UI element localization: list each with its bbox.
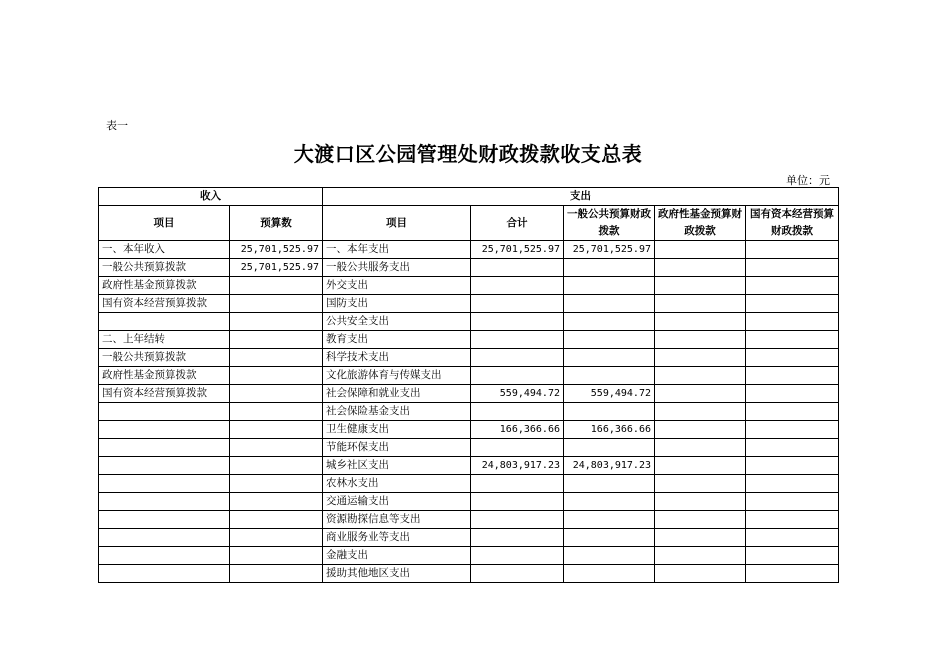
expense-general-cell <box>564 493 655 511</box>
expense-total-cell <box>471 547 564 565</box>
expense-general-cell <box>564 331 655 349</box>
expense-fund-cell <box>655 331 746 349</box>
table-row <box>99 565 839 583</box>
header-row-columns <box>99 206 839 241</box>
income-budget-cell <box>230 313 323 331</box>
income-item-cell <box>99 493 230 511</box>
income-item-cell: 一、本年收入 <box>99 241 230 259</box>
expense-total-header: 合计 <box>471 206 564 241</box>
income-item-cell: 国有资本经营预算拨款 <box>99 295 230 313</box>
expense-general-cell <box>564 295 655 313</box>
income-budget-cell <box>230 331 323 349</box>
expense-fund-cell <box>655 385 746 403</box>
expense-fund-cell <box>655 475 746 493</box>
expense-general-cell <box>564 349 655 367</box>
expense-total-cell <box>471 259 564 277</box>
table-number-label: 表一 <box>106 119 128 132</box>
expense-general-cell <box>564 277 655 295</box>
expense-total-cell: 25,701,525.97 <box>471 241 564 259</box>
income-item-cell <box>99 529 230 547</box>
expense-general-cell <box>564 565 655 583</box>
expense-fund-header: 政府性基金预算财政拨款 <box>655 206 746 241</box>
income-item-cell: 一般公共预算拨款 <box>99 259 230 277</box>
expense-total-cell <box>471 565 564 583</box>
expense-general-cell <box>564 259 655 277</box>
income-budget-cell <box>230 403 323 421</box>
expense-state-cell <box>746 403 839 421</box>
expense-state-cell <box>746 565 839 583</box>
expense-fund-cell <box>655 493 746 511</box>
table-row <box>99 421 839 439</box>
income-item-cell <box>99 547 230 565</box>
income-budget-cell <box>230 349 323 367</box>
table-row <box>99 241 839 259</box>
expense-fund-cell <box>655 403 746 421</box>
expense-state-cell <box>746 331 839 349</box>
expense-general-cell <box>564 529 655 547</box>
table-row <box>99 439 839 457</box>
income-budget-cell <box>230 295 323 313</box>
income-budget-cell <box>230 277 323 295</box>
expense-general-cell <box>564 547 655 565</box>
table-row <box>99 475 839 493</box>
expense-state-cell <box>746 475 839 493</box>
expense-total-cell <box>471 511 564 529</box>
expense-item-cell: 资源勘探信息等支出 <box>323 511 471 529</box>
income-item-cell: 政府性基金预算拨款 <box>99 367 230 385</box>
income-budget-cell <box>230 421 323 439</box>
expense-general-cell <box>564 475 655 493</box>
table-row <box>99 385 839 403</box>
expense-general-cell <box>564 511 655 529</box>
expense-item-cell: 科学技术支出 <box>323 349 471 367</box>
unit-label: 单位：元 <box>786 174 830 187</box>
table-row <box>99 331 839 349</box>
expense-item-cell: 金融支出 <box>323 547 471 565</box>
expense-total-cell: 559,494.72 <box>471 385 564 403</box>
income-budget-cell: 25,701,525.97 <box>230 241 323 259</box>
header-row-groups <box>99 188 839 206</box>
income-budget-cell <box>230 565 323 583</box>
income-budget-cell <box>230 475 323 493</box>
expense-fund-cell <box>655 547 746 565</box>
expense-item-cell: 教育支出 <box>323 331 471 349</box>
income-budget-cell <box>230 385 323 403</box>
expense-fund-cell <box>655 439 746 457</box>
table-row <box>99 313 839 331</box>
expense-fund-cell <box>655 313 746 331</box>
expense-fund-cell <box>655 565 746 583</box>
expense-state-cell <box>746 421 839 439</box>
expense-total-cell <box>471 331 564 349</box>
income-item-header: 项目 <box>99 206 230 241</box>
expense-item-cell: 一、本年支出 <box>323 241 471 259</box>
income-item-cell <box>99 457 230 475</box>
expense-state-cell <box>746 547 839 565</box>
expense-item-cell: 文化旅游体育与传媒支出 <box>323 367 471 385</box>
income-item-cell <box>99 475 230 493</box>
expense-general-cell: 25,701,525.97 <box>564 241 655 259</box>
table-row <box>99 403 839 421</box>
expense-state-cell <box>746 511 839 529</box>
expense-general-cell <box>564 403 655 421</box>
table-row <box>99 259 839 277</box>
table-row <box>99 277 839 295</box>
expense-general-cell <box>564 439 655 457</box>
income-item-cell <box>99 313 230 331</box>
income-budget-cell <box>230 493 323 511</box>
table-row <box>99 511 839 529</box>
income-budget-cell <box>230 439 323 457</box>
income-item-cell <box>99 511 230 529</box>
expense-item-cell: 援助其他地区支出 <box>323 565 471 583</box>
expense-total-cell <box>471 439 564 457</box>
income-item-cell <box>99 403 230 421</box>
expense-state-cell <box>746 367 839 385</box>
page-title: 大渡口区公园管理处财政拨款收支总表 <box>293 142 643 166</box>
expense-item-header: 项目 <box>323 206 471 241</box>
income-budget-cell <box>230 511 323 529</box>
table-row <box>99 295 839 313</box>
expense-state-header: 国有资本经营预算财政拨款 <box>746 206 839 241</box>
expense-group-header: 支出 <box>323 188 839 206</box>
expense-state-cell <box>746 385 839 403</box>
income-item-cell: 一般公共预算拨款 <box>99 349 230 367</box>
income-item-cell <box>99 421 230 439</box>
expense-state-cell <box>746 313 839 331</box>
expense-item-cell: 国防支出 <box>323 295 471 313</box>
income-item-cell: 政府性基金预算拨款 <box>99 277 230 295</box>
income-budget-cell <box>230 547 323 565</box>
expense-general-cell: 24,803,917.23 <box>564 457 655 475</box>
income-item-cell: 二、上年结转 <box>99 331 230 349</box>
expense-general-cell <box>564 367 655 385</box>
income-item-cell <box>99 439 230 457</box>
expense-fund-cell <box>655 349 746 367</box>
table-row <box>99 457 839 475</box>
expense-state-cell <box>746 493 839 511</box>
expense-item-cell: 公共安全支出 <box>323 313 471 331</box>
expense-total-cell <box>471 349 564 367</box>
expense-state-cell <box>746 241 839 259</box>
expense-fund-cell <box>655 511 746 529</box>
expense-fund-cell <box>655 529 746 547</box>
expense-fund-cell <box>655 295 746 313</box>
expense-total-cell <box>471 277 564 295</box>
expense-total-cell <box>471 367 564 385</box>
expense-general-header: 一般公共预算财政拨款 <box>564 206 655 241</box>
expense-item-cell: 农林水支出 <box>323 475 471 493</box>
expense-total-cell <box>471 475 564 493</box>
expense-state-cell <box>746 439 839 457</box>
expense-total-cell <box>471 403 564 421</box>
income-budget-cell <box>230 457 323 475</box>
expense-fund-cell <box>655 421 746 439</box>
income-budget-cell: 25,701,525.97 <box>230 259 323 277</box>
income-item-cell: 国有资本经营预算拨款 <box>99 385 230 403</box>
table-row <box>99 493 839 511</box>
expense-item-cell: 社会保障和就业支出 <box>323 385 471 403</box>
income-budget-cell <box>230 367 323 385</box>
expense-general-cell: 559,494.72 <box>564 385 655 403</box>
expense-fund-cell <box>655 457 746 475</box>
expense-state-cell <box>746 277 839 295</box>
income-item-cell <box>99 565 230 583</box>
expense-fund-cell <box>655 259 746 277</box>
expense-general-cell <box>564 313 655 331</box>
expense-fund-cell <box>655 277 746 295</box>
expense-item-cell: 节能环保支出 <box>323 439 471 457</box>
expense-item-cell: 社会保险基金支出 <box>323 403 471 421</box>
expense-total-cell: 24,803,917.23 <box>471 457 564 475</box>
expense-fund-cell <box>655 241 746 259</box>
income-budget-cell <box>230 529 323 547</box>
expense-item-cell: 城乡社区支出 <box>323 457 471 475</box>
expense-item-cell: 一般公共服务支出 <box>323 259 471 277</box>
expense-general-cell: 166,366.66 <box>564 421 655 439</box>
table-row <box>99 547 839 565</box>
expense-total-cell: 166,366.66 <box>471 421 564 439</box>
table-row <box>99 349 839 367</box>
expense-item-cell: 商业服务业等支出 <box>323 529 471 547</box>
expense-total-cell <box>471 313 564 331</box>
expense-state-cell <box>746 259 839 277</box>
table-row <box>99 529 839 547</box>
expense-state-cell <box>746 349 839 367</box>
expense-item-cell: 卫生健康支出 <box>323 421 471 439</box>
table-body <box>99 241 839 583</box>
expense-state-cell <box>746 295 839 313</box>
expense-total-cell <box>471 529 564 547</box>
expense-item-cell: 交通运输支出 <box>323 493 471 511</box>
expense-state-cell <box>746 529 839 547</box>
expense-fund-cell <box>655 367 746 385</box>
income-group-header: 收入 <box>99 188 323 206</box>
expense-total-cell <box>471 295 564 313</box>
expense-state-cell <box>746 457 839 475</box>
expense-total-cell <box>471 493 564 511</box>
budget-summary-table <box>98 187 839 583</box>
expense-item-cell: 外交支出 <box>323 277 471 295</box>
table-row <box>99 367 839 385</box>
income-budget-header: 预算数 <box>230 206 323 241</box>
